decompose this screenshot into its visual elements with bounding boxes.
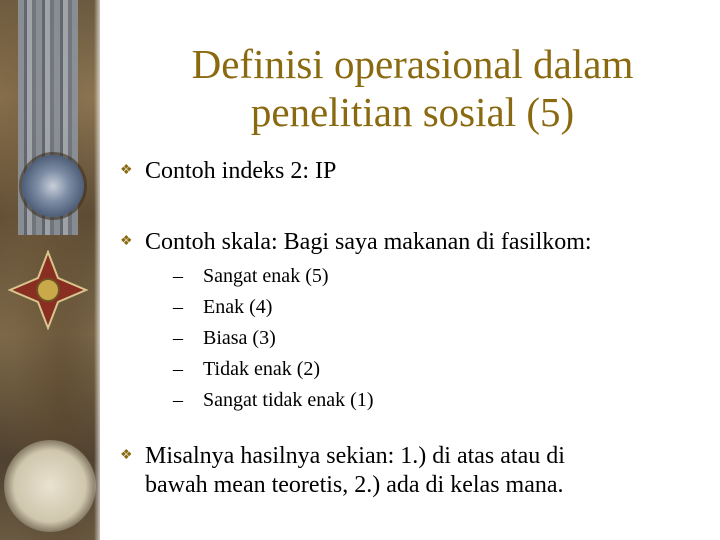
diamond-bullet-icon: ❖ — [120, 163, 133, 178]
dash-icon: – — [173, 389, 183, 411]
sub-bullet-item — [173, 323, 708, 354]
sub-bullet-item — [173, 261, 708, 292]
dash-icon: – — [173, 296, 183, 318]
sub-bullet-text: Tidak enak (2) — [203, 358, 321, 380]
medal-rosette — [22, 155, 84, 217]
dash-icon: – — [173, 358, 183, 380]
sub-bullet-item — [173, 385, 708, 416]
title-line-2: penelitian sosial (5) — [250, 89, 575, 135]
image-fade-edge — [94, 0, 100, 540]
bullet-text-line-1: Misalnya hasilnya sekian: 1.) di atas atau di — [145, 443, 565, 469]
decorative-medal-image — [0, 0, 100, 540]
diamond-bullet-icon: ❖ — [120, 234, 133, 249]
sub-bullet-item — [173, 354, 708, 385]
title-line-1: Definisi operasional dalam — [191, 41, 634, 87]
bullet-text: Contoh indeks 2: IP — [145, 158, 337, 184]
slide-title — [120, 40, 705, 136]
dash-icon: – — [173, 265, 183, 287]
sub-bullet-item — [173, 292, 708, 323]
diamond-bullet-icon: ❖ — [120, 448, 133, 463]
compass-image — [4, 440, 96, 532]
medal-cross-icon — [8, 250, 88, 330]
bullet-text: Contoh skala: Bagi saya makanan di fasilkom: — [145, 229, 592, 255]
bullet-text-line-2: bawah mean teoretis, 2.) ada di kelas mana. — [145, 472, 564, 498]
dash-icon: – — [173, 327, 183, 349]
bullet-item — [118, 228, 708, 416]
sub-bullet-text: Sangat enak (5) — [203, 265, 329, 287]
bullet-list — [118, 157, 708, 500]
bullet-item — [118, 442, 708, 500]
sub-bullet-list — [173, 261, 708, 416]
sub-bullet-text: Biasa (3) — [203, 327, 276, 349]
sub-bullet-text: Enak (4) — [203, 296, 273, 318]
sub-bullet-text: Sangat tidak enak (1) — [203, 389, 374, 411]
bullet-item — [118, 157, 708, 186]
